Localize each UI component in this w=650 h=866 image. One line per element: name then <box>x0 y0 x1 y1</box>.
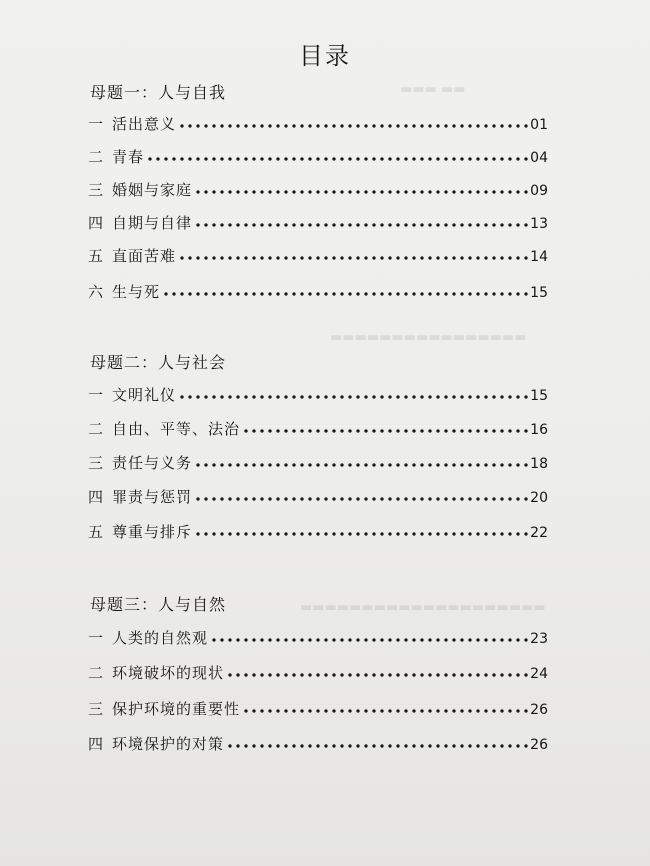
entry-number: 二 <box>88 664 104 682</box>
entry-number: 三 <box>88 181 104 199</box>
entry-label: 环境保护的对策 <box>112 735 225 753</box>
entry-page-number: 18 <box>530 456 548 472</box>
section-heading: 母题三：人与自然 <box>90 595 227 614</box>
entry-label: 生与死 <box>112 283 161 301</box>
toc-entry[interactable] <box>88 486 548 508</box>
toc-entry[interactable] <box>88 212 548 234</box>
dot-leader <box>178 256 528 260</box>
toc-entry[interactable] <box>88 281 548 303</box>
entry-number: 一 <box>88 386 104 404</box>
entry-page-number: 13 <box>530 216 548 232</box>
toc-entry[interactable] <box>88 179 548 201</box>
toc-entry[interactable] <box>88 384 548 406</box>
entry-number: 六 <box>88 283 104 301</box>
entry-label: 活出意义 <box>112 115 177 133</box>
entry-number: 五 <box>88 247 104 265</box>
entry-label: 自由、平等、法治 <box>112 420 241 438</box>
dot-leader <box>194 463 528 467</box>
entry-label: 直面苦难 <box>112 247 177 265</box>
entry-number: 三 <box>88 700 104 718</box>
entry-label: 责任与义务 <box>112 454 193 472</box>
toc-entry[interactable] <box>88 662 548 684</box>
dot-leader <box>210 638 528 642</box>
page-title: 目录 <box>299 42 351 70</box>
entry-label: 青春 <box>112 148 145 166</box>
dot-leader <box>162 292 528 296</box>
entry-number: 四 <box>88 214 104 232</box>
entry-number: 四 <box>88 488 104 506</box>
entry-page-number: 04 <box>530 150 548 166</box>
entry-number: 一 <box>88 629 104 647</box>
entry-label: 人类的自然观 <box>112 629 209 647</box>
dot-leader <box>194 223 528 227</box>
entry-number: 一 <box>88 115 104 133</box>
entry-number: 三 <box>88 454 104 472</box>
dot-leader <box>242 709 528 713</box>
dot-leader <box>226 744 528 748</box>
entry-number: 二 <box>88 148 104 166</box>
entry-page-number: 22 <box>530 525 548 541</box>
toc-entry[interactable] <box>88 698 548 720</box>
toc-entry[interactable] <box>88 627 548 649</box>
toc-entry[interactable] <box>88 418 548 440</box>
entry-page-number: 01 <box>530 117 548 133</box>
entry-label: 自期与自律 <box>112 214 193 232</box>
toc-entry[interactable] <box>88 113 548 135</box>
entry-page-number: 15 <box>530 285 548 301</box>
entry-label: 文明礼仪 <box>112 386 177 404</box>
show-through-texture: ▬▬▬▬▬▬▬▬▬▬▬▬▬▬▬▬ <box>330 330 527 345</box>
entry-page-number: 14 <box>530 249 548 265</box>
toc-entry[interactable] <box>88 452 548 474</box>
entry-page-number: 26 <box>530 702 548 718</box>
dot-leader <box>194 532 528 536</box>
toc-entry[interactable] <box>88 733 548 755</box>
toc-entry[interactable] <box>88 146 548 168</box>
entry-label: 保护环境的重要性 <box>112 700 241 718</box>
section-heading: 母题二：人与社会 <box>90 353 227 372</box>
entry-page-number: 24 <box>530 666 548 682</box>
dot-leader <box>194 497 528 501</box>
dot-leader <box>194 190 528 194</box>
entry-number: 四 <box>88 735 104 753</box>
section-heading: 母题一：人与自我 <box>90 83 227 102</box>
entry-page-number: 15 <box>530 388 548 404</box>
dot-leader <box>146 157 528 161</box>
entry-page-number: 23 <box>530 631 548 647</box>
show-through-texture: ▬▬▬▬▬▬▬▬▬▬▬▬▬▬▬▬▬▬▬▬ <box>300 600 546 615</box>
entry-page-number: 09 <box>530 183 548 199</box>
dot-leader <box>226 673 528 677</box>
dot-leader <box>242 429 528 433</box>
dot-leader <box>178 124 528 128</box>
entry-page-number: 26 <box>530 737 548 753</box>
entry-number: 五 <box>88 523 104 541</box>
entry-page-number: 16 <box>530 422 548 438</box>
entry-label: 尊重与排斥 <box>112 523 193 541</box>
entry-label: 罪责与惩罚 <box>112 488 193 506</box>
entry-label: 环境破坏的现状 <box>112 664 225 682</box>
entry-label: 婚姻与家庭 <box>112 181 193 199</box>
show-through-texture: ▬▬▬ ▬▬ <box>400 82 466 97</box>
toc-entry[interactable] <box>88 521 548 543</box>
entry-page-number: 20 <box>530 490 548 506</box>
entry-number: 二 <box>88 420 104 438</box>
dot-leader <box>178 395 528 399</box>
toc-entry[interactable] <box>88 245 548 267</box>
